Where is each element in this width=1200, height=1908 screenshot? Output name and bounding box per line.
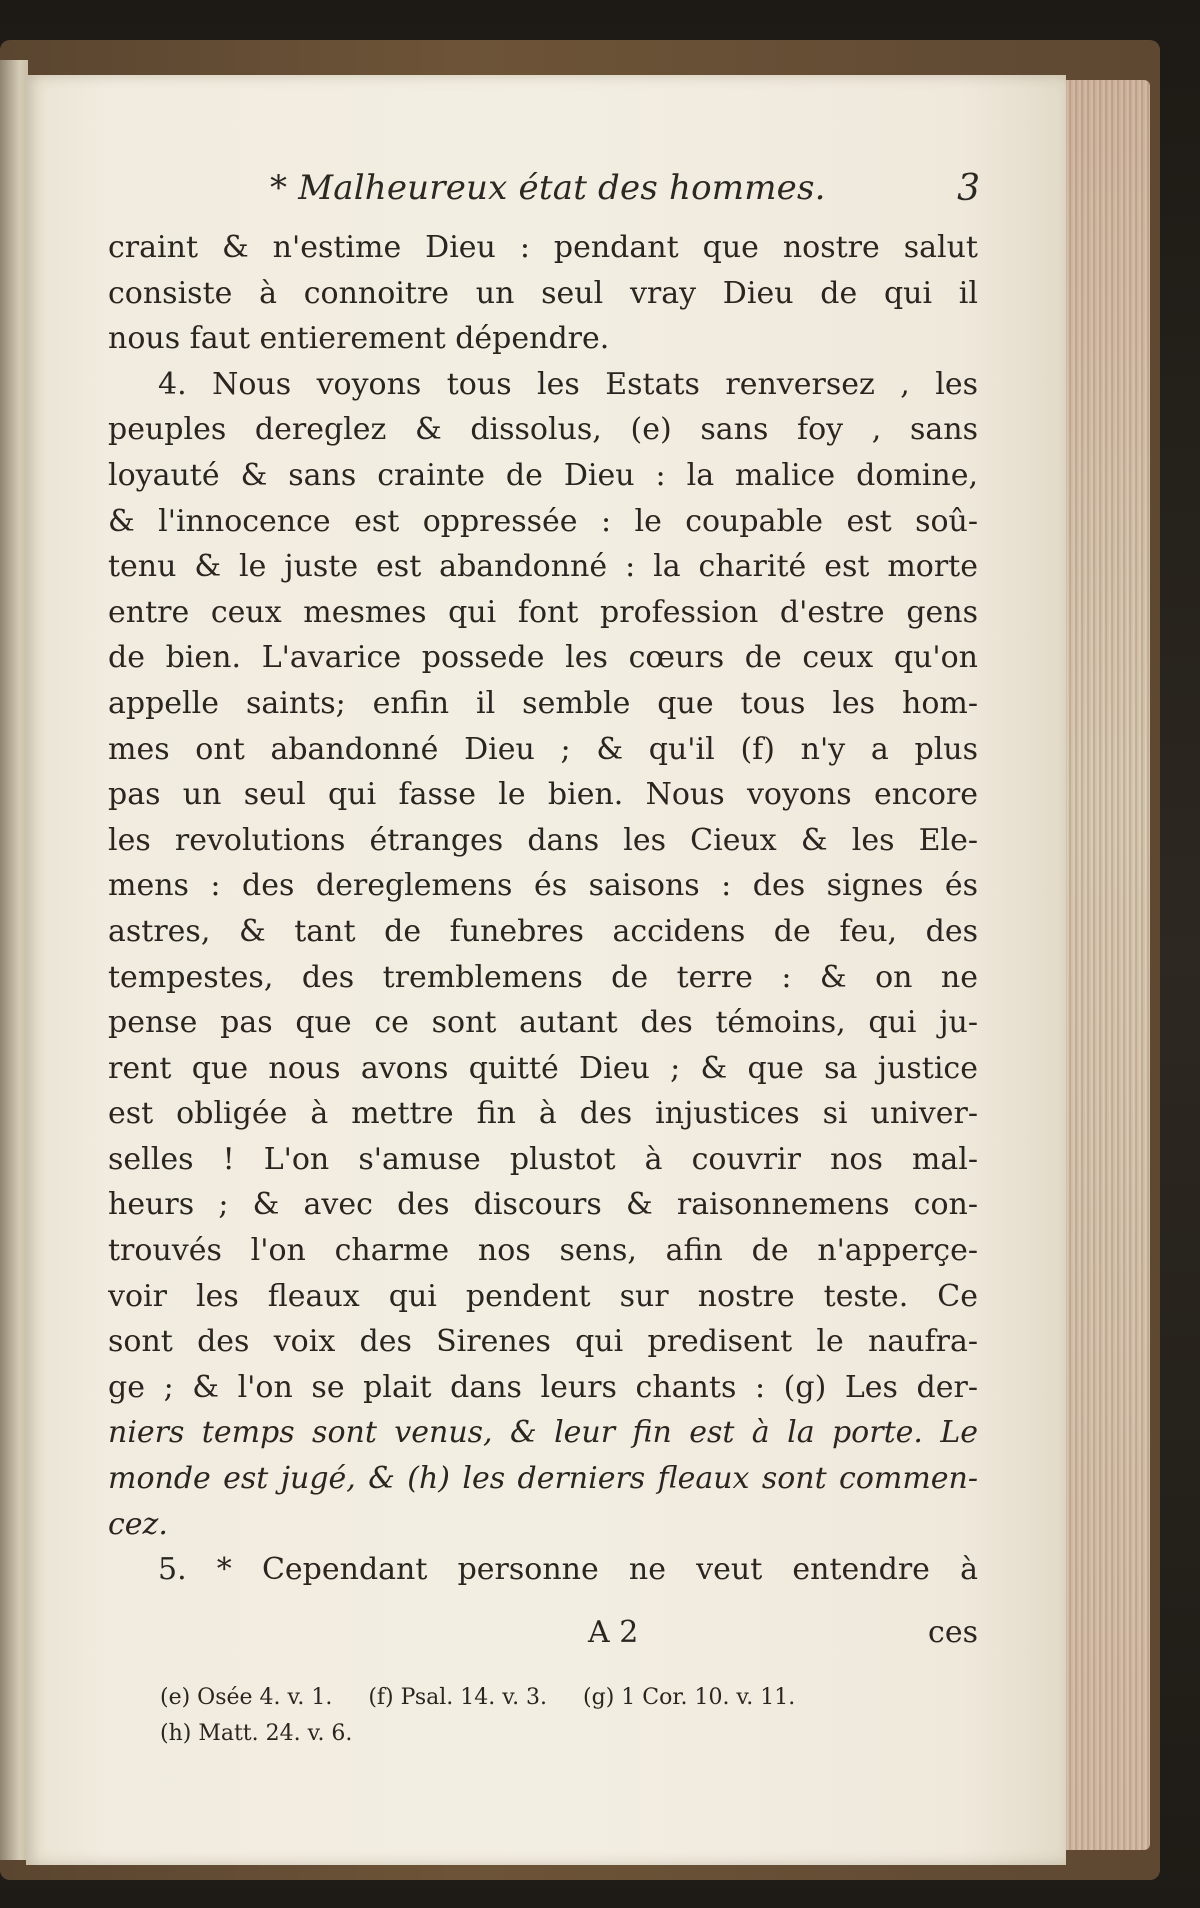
text-line: voir les fleaux qui pendent sur nostre teste. Ce [108, 1278, 978, 1314]
text-line: de bien. L'avarice possede les cœurs de ceux qu'on [108, 640, 978, 676]
italic-quote-line: cez. [108, 1506, 168, 1542]
footnote-f: (f) Psal. 14. v. 3. [368, 1685, 548, 1710]
text-line: est obligée à mettre fin à des injustices si univer- [108, 1096, 978, 1132]
text-line: loyauté & sans crainte de Dieu : la malice domine, [108, 457, 978, 493]
text-line: appelle saints; enfin il semble que tous les hom- [108, 685, 978, 721]
footnote-row [160, 1680, 980, 1716]
text-line: mens : des dereglemens és saisons : des signes és [108, 868, 978, 904]
body-text [108, 225, 978, 1593]
paragraph-5-start: 5. * Cependant personne ne veut entendre à [158, 1552, 978, 1588]
text-line: craint & n'estime Dieu : pendant que nostre salut [108, 230, 978, 265]
text-line: pense pas que ce sont autant des témoins, qui ju- [108, 1005, 978, 1041]
footnotes [160, 1680, 980, 1752]
text-line: astres, & tant de funebres accidens de feu, des [108, 913, 978, 949]
page-number: 3 [957, 168, 980, 209]
previous-page-edge [0, 60, 28, 1860]
italic-quote-line: niers temps sont venus, & leur fin est à la porte. Le [108, 1415, 978, 1451]
page-edges [1060, 80, 1150, 1850]
paragraph-4-start: 4. Nous voyons tous les Estats renversez , les [158, 366, 978, 402]
text-line: tenu & le juste est abandonné : la charité est morte [108, 549, 978, 585]
italic-quote-line: monde est jugé, & (h) les derniers fleaux sont commen- [108, 1461, 978, 1497]
text-line: ge ; & l'on se plait dans leurs chants : (g) Les der- [108, 1369, 978, 1405]
signature-line [108, 1615, 978, 1661]
text-line: trouvés l'on charme nos sens, afin de n'apperçe- [108, 1233, 978, 1269]
signature-mark: A 2 [588, 1615, 639, 1650]
footnote-h: (h) Matt. 24. v. 6. [160, 1721, 353, 1746]
text-line: heurs ; & avec des discours & raisonnemens con- [108, 1187, 978, 1223]
text-line: rent que nous avons quitté Dieu ; & que sa justice [108, 1050, 978, 1086]
text-line: mes ont abandonné Dieu ; & qu'il (f) n'y a plus [108, 731, 978, 767]
text-line: sont des voix des Sirenes qui predisent le naufra- [108, 1324, 978, 1360]
text-line: pas un seul qui fasse le bien. Nous voyons encore [108, 777, 978, 813]
running-header [270, 168, 980, 218]
footnote-row [160, 1716, 980, 1752]
text-line: entre ceux mesmes qui font profession d'estre gens [108, 594, 978, 630]
footnote-e: (e) Osée 4. v. 1. [160, 1685, 333, 1710]
text-line: nous faut entierement dépendre. [108, 321, 610, 357]
text-line: peuples dereglez & dissolus, (e) sans foy , sans [108, 412, 978, 448]
footnote-g: (g) 1 Cor. 10. v. 11. [583, 1685, 796, 1710]
text-line: selles ! L'on s'amuse plustot à couvrir nos mal- [108, 1141, 978, 1177]
text-line: & l'innocence est oppressée : le coupable est soû- [108, 503, 978, 539]
text-line: consiste à connoitre un seul vray Dieu de qui il [108, 275, 978, 311]
catchword: ces [928, 1615, 978, 1650]
text-line: tempestes, des tremblemens de terre : & on ne [108, 959, 978, 995]
header-title: * Malheureux état des hommes. [270, 168, 826, 208]
text-line: les revolutions étranges dans les Cieux & les Ele- [108, 822, 978, 858]
